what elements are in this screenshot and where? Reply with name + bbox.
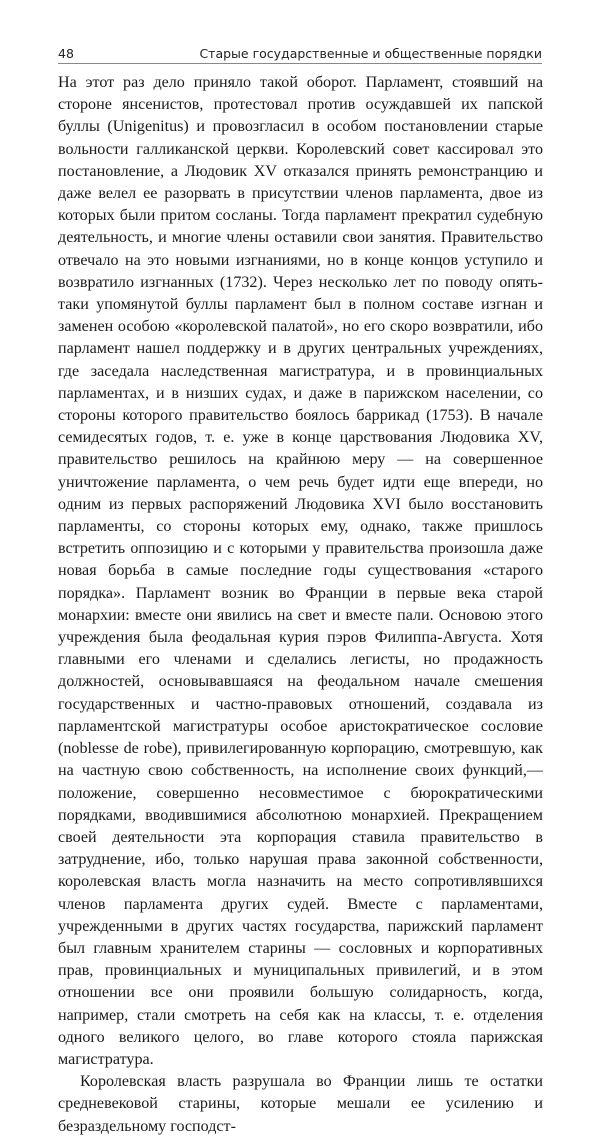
running-title: Старые государственные и общественные порядки [199, 46, 542, 61]
paragraph-1: На этот раз дело приняло такой оборот. Парламент, стоявший на стороне янсенистов, протестовал против осуждавшей их папской буллы (Unigenitus) и провозгласил в особом постановлении старые вольности галликанской церкви. Королевский совет кассировал это постановление, а Людовик XV отказался принять ремонстранцию и даже велел ее разорвать в присутствии членов парламента, двое из которых были притом сосланы. Тогда парламент прекратил судебную деятельность, и многие члены оставили свои занятия. Правительство отвечало на это новыми изгнаниями, но в конце концов уступило и возвратило изгнанных (1732). Через несколько лет по поводу опять-таки упомянутой буллы парламент был в полном составе изгнан и заменен особою «королевской палатой», но его скоро возвратили, ибо парламент нашел поддержку и в других центральных учреждениях, где заседала наследственная магистратура, и в провинциальных парламентах, и в низших судах, и даже в парижском населении, со стороны которого правительство боялось баррикад (1753). В начале семидесятых годов, т. е. уже в конце царствования Людовика XV, правительство решилось на крайнюю меру — на совершенное уничтожение парламента, о чем речь будет идти еще впереди, но одним из первых распоряжений Людовика XVI было восстановить парламенты, со стороны которых ему, однако, также пришлось встретить оппозицию и с которыми у правительства произошла даже новая борьба в самые последние годы существования «старого порядка». Парламент возник во Франции в первые века старой монархии: вместе они явились на свет и вместе пали. Основою этого учреждения была феодальная курия пэров Филиппа-Августа. Хотя главными его членами и сделались легисты, но продажность должностей, основывавшаяся на феодальном начале смешения государственных и частно-правовых отношений, создавала из парламентской магистратуры особое аристократическое сословие (noblesse de robe), привилегированную корпорацию, смотревшую, как на частную свою собственность, на исполнение своих функций,—положение, совершенно несовместимое с бюрократическими порядками, вводившимися абсолютною монархией. Прекращением своей деятельности эта корпорация ставила правительство в затруднение, ибо, только нарушая права законной собственности, королевская власть могла назначить на место сопротивлявшихся членов парламента других судей. Вместе с парламентами, учрежденными в других частях государства, парижский парламент был главным хранителем старины — сословных и корпоративных прав, провинциальных и муниципальных привилегий, и в этом отношении все они проявили большую солидарность, когда, например, стали смотреть на себя как на классы, т. е. отделения одного великого целого, во главе которого стояла парижская магистратура. [58, 74, 543, 1068]
body-text [58, 72, 543, 1138]
header-divider [58, 63, 542, 64]
page-number: 48 [58, 46, 74, 61]
page-header [58, 42, 542, 64]
paragraph-2: Королевская власть разрушала во Франции лишь те остатки средневековой старины, которые мешали ее усилению и безраздельному господст- [58, 1073, 543, 1135]
